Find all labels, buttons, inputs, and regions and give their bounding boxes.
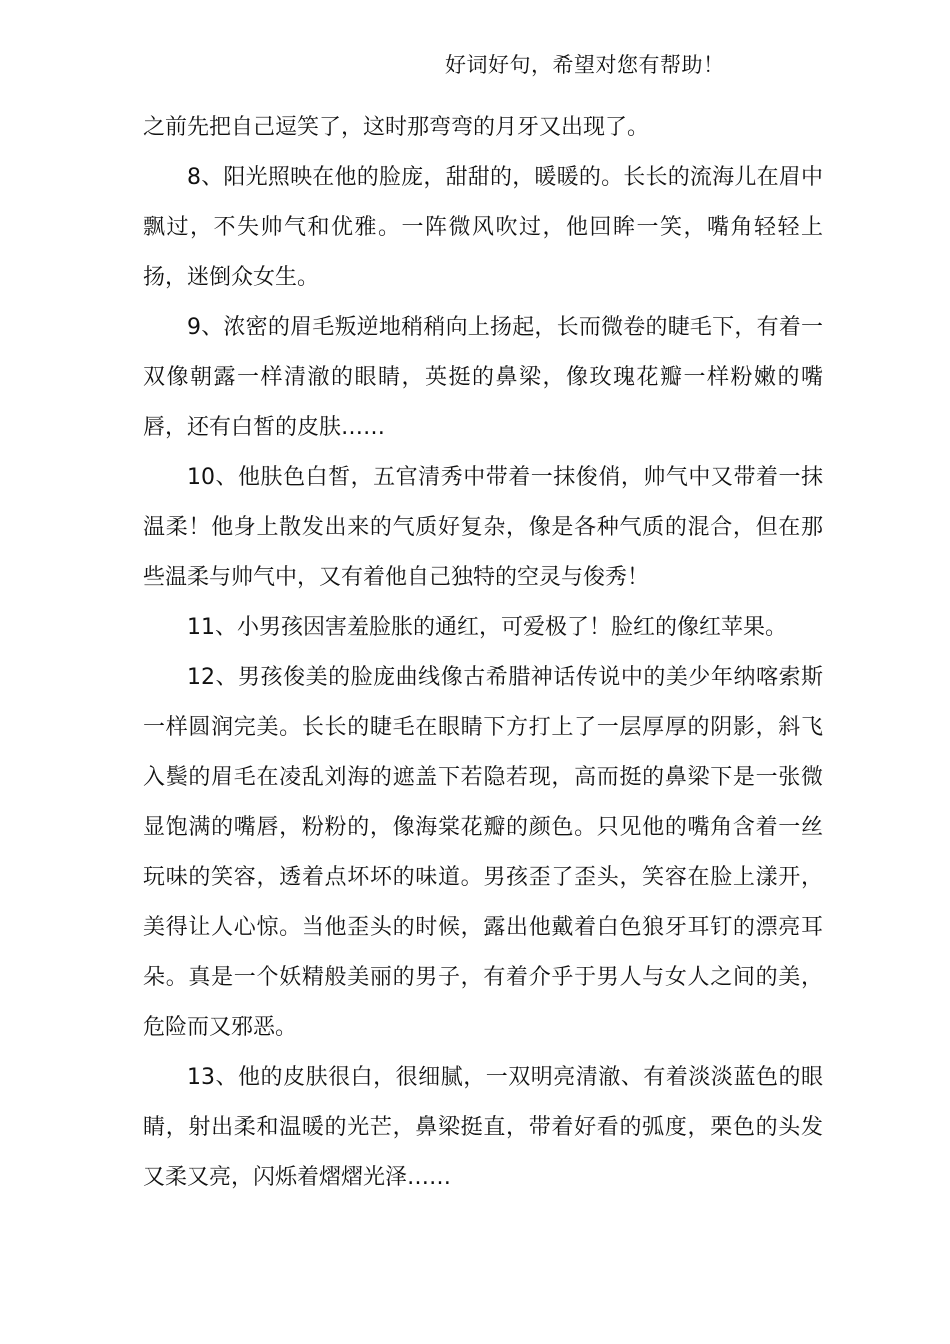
paragraph-item-10: 10、他肤色白皙，五官清秀中带着一抹俊俏，帅气中又带着一抹温柔！他身上散发出来的气质好复杂，像是各种气质的混合，但在那些温柔与帅气中，又有着他自己独特的空灵与俊秀！ — [143, 465, 823, 590]
paragraph-continuation: 之前先把自己逗笑了，这时那弯弯的月牙又出现了。 — [143, 115, 650, 140]
paragraph-item-11: 11、小男孩因害羞脸胀的通红，可爱极了！脸红的像红苹果。 — [187, 615, 787, 640]
paragraph-item-13: 13、他的皮肤很白，很细腻，一双明亮清澈、有着淡淡蓝色的眼睛，射出柔和温暖的光芒，鼻梁挺直，带着好看的弧度，栗色的头发又柔又亮，闪烁着熠熠光泽…… — [143, 1065, 823, 1190]
paragraph-item-12: 12、男孩俊美的脸庞曲线像古希腊神话传说中的美少年纳喀索斯一样圆润完美。长长的睫毛在眼睛下方打上了一层厚厚的阴影，斜飞入鬓的眉毛在凌乱刘海的遮盖下若隐若现，高而挺的鼻梁下是一张微显饱满的嘴唇，粉粉的，像海棠花瓣的颜色。只见他的嘴角含着一丝玩味的笑容，透着点坏坏的味道。男孩歪了歪头，笑容在脸上漾开，美得让人心惊。当他歪头的时候，露出他戴着白色狼牙耳钉的漂亮耳朵。真是一个妖精般美丽的男子，有着介乎于男人与女人之间的美，危险而又邪恶。 — [143, 665, 823, 1040]
page-header: 好词好句，希望对您有帮助！ — [445, 53, 725, 77]
paragraph-item-9: 9、浓密的眉毛叛逆地稍稍向上扬起，长而微卷的睫毛下，有着一双像朝露一样清澈的眼睛，英挺的鼻梁，像玫瑰花瓣一样粉嫩的嘴唇，还有白皙的皮肤…… — [143, 315, 823, 440]
paragraph-item-8: 8、阳光照映在他的脸庞，甜甜的，暖暖的。长长的流海儿在眉中飘过，不失帅气和优雅。一阵微风吹过，他回眸一笑，嘴角轻轻上扬，迷倒众女生。 — [143, 165, 823, 290]
document-body — [143, 103, 823, 1203]
